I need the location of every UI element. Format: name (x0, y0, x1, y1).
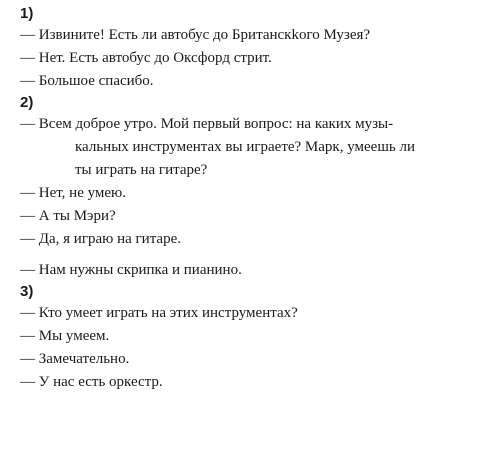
section-1-line-2: — Нет. Есть автобус до Оксфорд стрит. (20, 50, 272, 66)
section-2-line-5: — Нам нужны скрипка и пианино. (20, 262, 242, 278)
section-3-line-1: — Кто умеет играть на этих инструментах? (20, 305, 298, 321)
section-2-line-4: — Да, я играю на гитаре. (20, 231, 182, 247)
section-1-line-1: — Извините! Есть ли автобус до Британскkого Музея? (20, 27, 371, 43)
section-2-line-1-continued-2: ты играть на гитаре? (75, 162, 208, 178)
section-3-line-3: — Замечательно. (20, 351, 130, 367)
section-2-line-3: — А ты Мэри? (20, 208, 116, 224)
section-2-line-2: — Нет, не умею. (20, 185, 127, 201)
section-2-line-1: — Всем доброе утро. Мой первый вопрос: на каких музы- (20, 116, 394, 132)
section-1-number: 1) (20, 5, 34, 22)
section-2-line-1-continued: кальных инструментах вы играете? Марк, умеешь ли (75, 139, 415, 155)
section-3-line-4: — У нас есть оркестр. (20, 374, 163, 390)
dialogue-page (20, 4, 460, 394)
section-3-number: 3) (20, 283, 34, 300)
section-3-line-2: — Мы умеем. (20, 328, 110, 344)
section-2-number: 2) (20, 94, 34, 111)
section-1-line-3: — Большое спасибо. (20, 73, 154, 89)
